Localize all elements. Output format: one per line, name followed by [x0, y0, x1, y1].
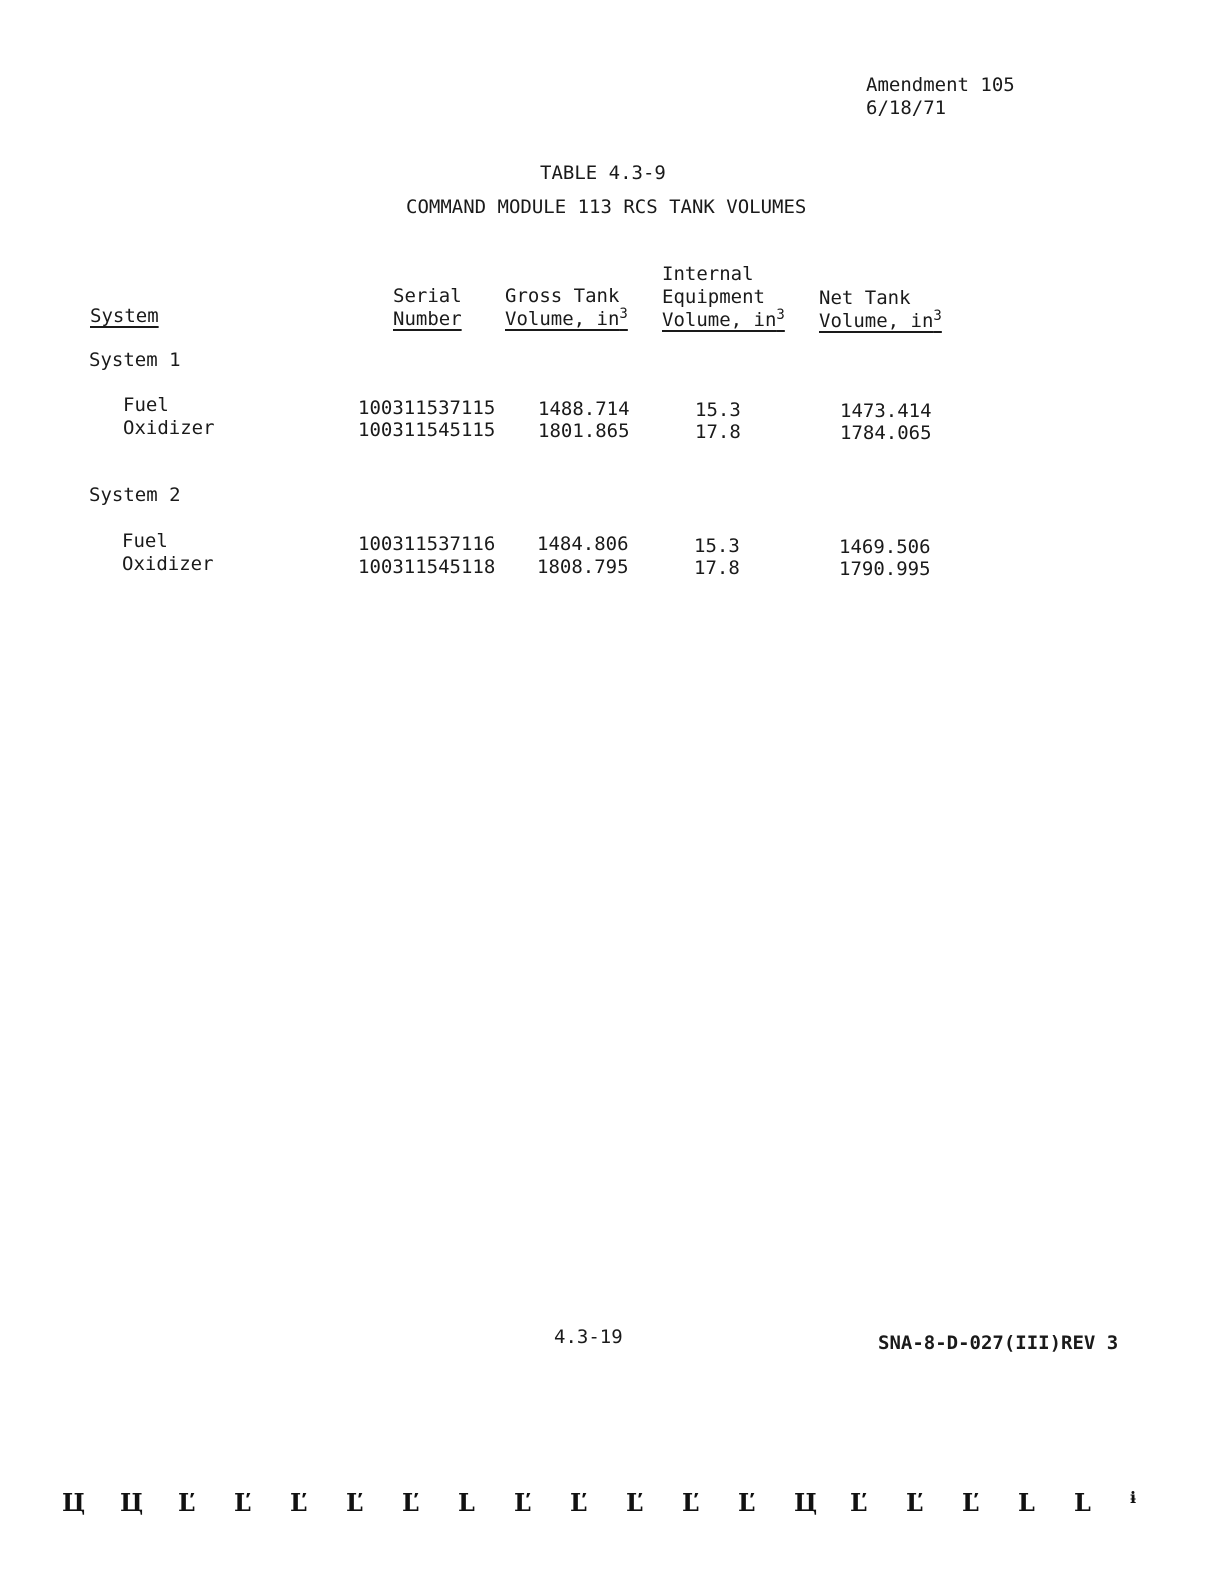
col-header-serial-line2: Number: [393, 308, 462, 330]
superscript-exp: 3: [776, 307, 785, 323]
cell-gross: 1488.714: [538, 398, 630, 420]
scan-mark: Ľ: [906, 1488, 923, 1517]
superscript-exp: 3: [933, 308, 942, 324]
scan-mark: Ľ: [514, 1488, 531, 1517]
cell-internal: 17.8: [695, 421, 741, 443]
col-header-gross-line2: Volume, in: [505, 308, 620, 330]
cell-serial: 100311545115: [358, 419, 496, 441]
table-title: COMMAND MODULE 113 RCS TANK VOLUMES: [406, 196, 807, 218]
cell-gross: 1801.865: [538, 420, 630, 442]
col-header-serial: [393, 285, 462, 331]
scan-mark: Ľ: [178, 1488, 195, 1517]
row-label: Fuel: [123, 394, 169, 416]
cell-gross: 1808.795: [537, 556, 629, 578]
group-label-system-2: System 2: [89, 484, 181, 506]
row-label: Oxidizer: [122, 553, 214, 575]
cell-serial: 100311545118: [358, 556, 496, 578]
amendment-label: Amendment 105: [866, 74, 1015, 96]
scan-mark: Ľ: [570, 1488, 587, 1517]
col-header-system: System: [90, 305, 159, 327]
scan-mark: Ľ: [962, 1488, 979, 1517]
scan-edge-marks: [62, 1488, 1162, 1518]
scan-mark: Ľ: [626, 1488, 643, 1517]
cell-gross: 1484.806: [537, 533, 629, 555]
cell-serial: 100311537116: [358, 533, 496, 555]
cell-net: 1790.995: [839, 558, 931, 580]
scan-mark: Ľ: [682, 1488, 699, 1517]
scan-mark: Ľ: [850, 1488, 867, 1517]
group-label-system-1: System 1: [89, 349, 181, 371]
table-number: TABLE 4.3-9: [540, 162, 666, 184]
col-header-internal-line3: Volume, in: [662, 309, 777, 331]
col-header-net-line1: Net Tank: [819, 287, 911, 309]
cell-serial: 100311537115: [358, 397, 496, 419]
document-header: [866, 74, 1015, 120]
cell-internal: 15.3: [694, 535, 740, 557]
cell-net: 1469.506: [839, 536, 931, 558]
row-label: Fuel: [122, 530, 168, 552]
scan-mark: Ľ: [290, 1488, 307, 1517]
col-header-net: [819, 287, 942, 333]
scan-mark: Ц: [62, 1488, 86, 1517]
cell-internal: 17.8: [694, 557, 740, 579]
cell-net: 1784.065: [840, 422, 932, 444]
amendment-date: 6/18/71: [866, 97, 947, 119]
row-label: Oxidizer: [123, 417, 215, 439]
scan-mark: ɨ: [1130, 1488, 1137, 1507]
cell-net: 1473.414: [840, 400, 932, 422]
scan-mark: Ľ: [402, 1488, 419, 1517]
col-header-gross-line1: Gross Tank: [505, 285, 620, 307]
col-header-internal-line2: Equipment: [662, 286, 765, 308]
document-id: SNA-8-D-027(III)REV 3: [878, 1332, 1119, 1354]
col-header-net-line2: Volume, in: [819, 310, 934, 332]
scan-mark: Ц: [120, 1488, 144, 1517]
scan-mark: L: [1018, 1488, 1035, 1517]
scan-mark: Ц: [794, 1488, 818, 1517]
superscript-exp: 3: [619, 306, 628, 322]
page-number: 4.3-19: [554, 1326, 623, 1348]
col-header-gross: [505, 285, 628, 331]
scan-mark: Ľ: [346, 1488, 363, 1517]
scan-mark: Ľ: [738, 1488, 755, 1517]
col-header-internal: [662, 263, 785, 332]
cell-internal: 15.3: [695, 399, 741, 421]
scan-mark: L: [458, 1488, 475, 1517]
col-header-serial-line1: Serial: [393, 285, 462, 307]
col-header-internal-line1: Internal: [662, 263, 754, 285]
scan-mark: Ľ: [234, 1488, 251, 1517]
scan-mark: L: [1074, 1488, 1091, 1517]
